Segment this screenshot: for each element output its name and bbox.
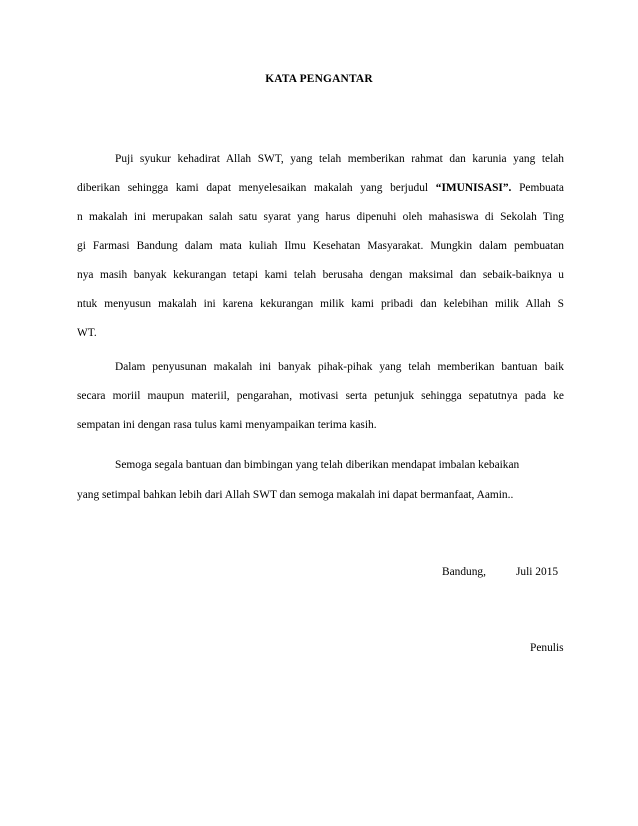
paragraph-1-line-1: Puji syukur kehadirat Allah SWT, yang telah memberikan rahmat dan karunia yang telah (115, 153, 564, 165)
paragraph-1-line-6: ntuk menyusun makalah ini karena kekurangan milik kami pribadi dan kelebihan milik Allah S (77, 298, 564, 310)
signature-label: Penulis (530, 642, 564, 654)
paragraph-3-line-1: Semoga segala bantuan dan bimbingan yang telah diberikan mendapat imbalan kebaikan (115, 459, 520, 471)
paragraph-1-line-2-tail: Pembuata (511, 182, 564, 194)
makalah-title: “IMUNISASI”. (435, 182, 512, 194)
paragraph-1-line-2 (77, 181, 564, 195)
paragraph-1-line-3: n makalah ini merupakan salah satu syarat yang harus dipenuhi oleh mahasiswa di Sekolah Ting (77, 211, 564, 223)
paragraph-1-line-7: WT. (77, 327, 97, 339)
paragraph-2-line-2: secara moriil maupun materiil, pengarahan, motivasi serta petunjuk sehingga sepatutnya pada ke (77, 390, 564, 402)
paragraph-2-line-3: sempatan ini dengan rasa tulus kami menyampaikan terima kasih. (77, 419, 377, 431)
closing-date: Juli 2015 (516, 566, 559, 578)
paragraph-1-line-2-text: diberikan sehingga kami dapat menyelesaikan makalah yang berjudul (77, 182, 436, 194)
paragraph-3-line-2: yang setimpal bahkan lebih dari Allah SWT dan semoga makalah ini dapat bermanfaat, Aamin.. (77, 489, 514, 501)
paragraph-2-line-1: Dalam penyusunan makalah ini banyak pihak-pihak yang telah memberikan bantuan baik (115, 361, 564, 373)
paragraph-1-line-4: gi Farmasi Bandung dalam mata kuliah Ilmu Kesehatan Masyarakat. Mungkin dalam pembuatan (77, 240, 564, 252)
closing-place: Bandung, (442, 566, 486, 578)
page-title: KATA PENGANTAR (265, 73, 373, 85)
paragraph-1-line-5: nya masih banyak kekurangan tetapi kami telah berusaha dengan maksimal dan sebaik-baiknya u (77, 269, 564, 281)
